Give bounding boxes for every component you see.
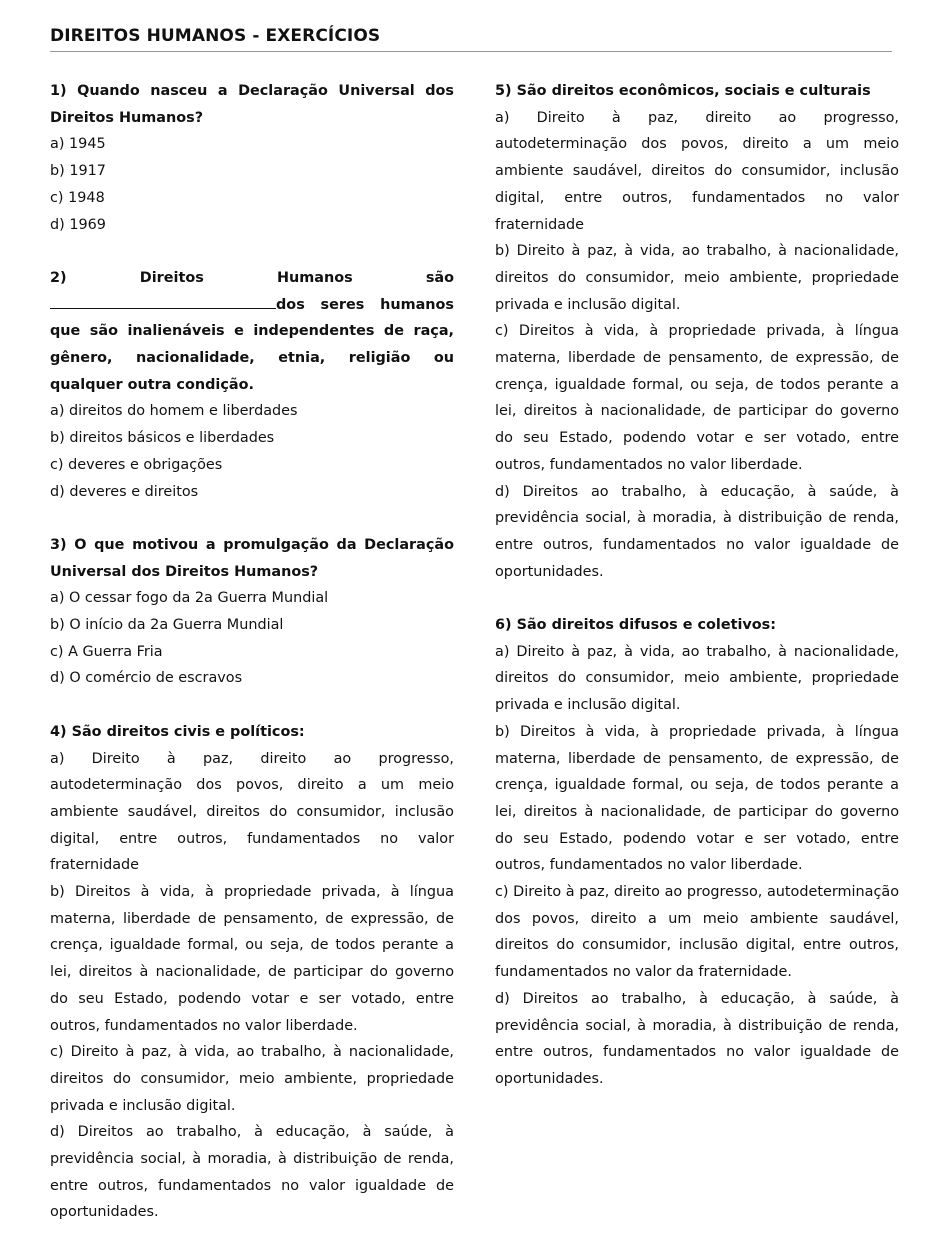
question-1 (50, 78, 454, 238)
question-6-option-a: a) Direito à paz, à vida, ao trabalho, à nacionalidade, direitos do consumidor, meio ambiente, propriedade privada e inclusão digital. (495, 643, 899, 714)
question-3-option-b: b) O início da 2a Guerra Mundial (50, 617, 284, 634)
question-2-option-d: d) deveres e direitos (50, 483, 199, 500)
question-5-option-c: c) Direitos à vida, à propriedade privada, à língua materna, liberdade de pensamento, de expressão, de crença, igualdade formal, ou seja, de todos perante a lei, direitos à nacionalidade, de participar do governo do seu Estado, podendo votar e ser votado, entre outros, fundamentados no valor liberdade. (495, 323, 899, 473)
question-1-option-c: c) 1948 (50, 189, 105, 206)
question-3-option-d: d) O comércio de escravos (50, 670, 243, 687)
question-6-option-b: b) Direitos à vida, à propriedade privada, à língua materna, liberdade de pensamento, de expressão, de crença, igualdade formal, ou seja, de todos perante a lei, direitos à nacionalidade, de participar do governo do seu Estado, podendo votar e ser votado, entre outros, fundamentados no valor liberdade. (495, 723, 899, 874)
question-3-option-c: c) A Guerra Fria (50, 643, 163, 660)
question-1-option-b: b) 1917 (50, 163, 106, 180)
question-3-option-a: a) O cessar fogo da 2a Guerra Mundial (50, 590, 329, 607)
question-3 (50, 532, 454, 692)
page-title: DIREITOS HUMANOS - EXERCÍCIOS (50, 26, 381, 46)
question-5-option-a: a) Direito à paz, direito ao progresso, autodeterminação dos povos, direito a um meio ambiente saudável, direitos do consumidor, inclusão digital, entre outros, fundamentados no valor fraternidade (495, 109, 899, 233)
question-2-option-a: a) direitos do homem e liberdades (50, 403, 298, 420)
question-4-option-d: d) Direitos ao trabalho, à educação, à saúde, à previdência social, à moradia, à distribuição de renda, entre outros, fundamentados no valor igualdade de oportunidades. (50, 1124, 454, 1221)
question-4-option-a: a) Direito à paz, direito ao progresso, autodeterminação dos povos, direito a um meio ambiente saudável, direitos do consumidor, inclusão digital, entre outros, fundamentados no valor fraternidade (50, 750, 454, 874)
question-6-text: 6) São direitos difusos e coletivos: (495, 617, 776, 634)
question-4-option-c: c) Direito à paz, à vida, ao trabalho, à nacionalidade, direitos do consumidor, meio ambiente, propriedade privada e inclusão digital. (50, 1044, 454, 1114)
question-1-text: 1) Quando nasceu a Declaração Universal dos Direitos Humanos? (50, 83, 454, 126)
question-5-option-d: d) Direitos ao trabalho, à educação, à saúde, à previdência social, à moradia, à distribuição de renda, entre outros, fundamentados no valor igualdade de oportunidades. (495, 483, 899, 580)
question-3-text: 3) O que motivou a promulgação da Declaração Universal dos Direitos Humanos? (50, 536, 454, 580)
question-1-option-d: d) 1969 (50, 216, 106, 233)
left-column (50, 78, 454, 1226)
question-5-text: 5) São direitos econômicos, sociais e culturais (495, 83, 871, 99)
question-2-blank (50, 293, 276, 309)
question-4-text: 4) São direitos civis e políticos: (50, 723, 305, 740)
question-5-option-b: b) Direito à paz, à vida, ao trabalho, à nacionalidade, direitos do consumidor, meio ambiente, propriedade privada e inclusão digital. (495, 243, 899, 313)
question-6-option-c: c) Direito à paz, direito ao progresso, autodeterminação dos povos, direito a um meio ambiente saudável, direitos do consumidor, inclusão digital, entre outros, fundamentados no valor da fraternidade. (495, 884, 899, 981)
question-1-option-a: a) 1945 (50, 136, 106, 153)
question-2-text-before: 2) Direitos Humanos são (50, 269, 454, 286)
question-2-text (50, 265, 454, 399)
question-4 (50, 719, 454, 1226)
title-divider (50, 51, 892, 52)
question-2 (50, 265, 454, 505)
question-2-text-after: dos seres humanos que são inalienáveis e independentes de raça, gênero, nacionalidade, etnia, religião ou qualquer outra condição. (50, 296, 454, 393)
right-column (495, 78, 899, 1093)
question-4-option-b: b) Direitos à vida, à propriedade privada, à língua materna, liberdade de pensamento, de expressão, de crença, igualdade formal, ou seja, de todos perante a lei, direitos à nacionalidade, de participar do governo do seu Estado, podendo votar e ser votado, entre outros, fundamentados no valor liberdade. (50, 884, 454, 1034)
question-5 (495, 78, 899, 585)
question-6 (495, 612, 899, 1093)
question-2-option-b: b) direitos básicos e liberdades (50, 430, 275, 447)
question-2-option-c: c) deveres e obrigações (50, 456, 223, 473)
question-6-option-d: d) Direitos ao trabalho, à educação, à saúde, à previdência social, à moradia, à distribuição de renda, entre outros, fundamentados no valor igualdade de oportunidades. (495, 990, 899, 1087)
